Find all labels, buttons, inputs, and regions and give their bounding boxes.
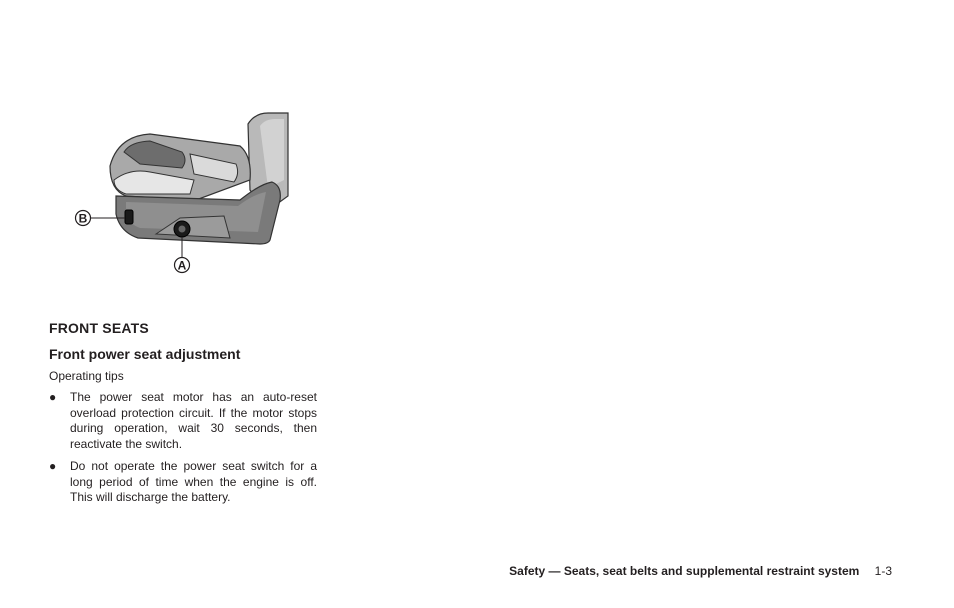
operating-tips-list <box>49 390 317 512</box>
bullet-icon: ● <box>49 390 57 404</box>
section-title: FRONT SEATS <box>49 320 149 336</box>
page-number: 1-3 <box>874 564 892 578</box>
bullet-text: The power seat motor has an auto-reset overload protection circuit. If the motor stops during operation, wait 30 seconds, then reactivate the switch. <box>70 390 317 452</box>
list-item <box>49 390 317 453</box>
list-item <box>49 459 317 506</box>
subsection-title: Front power seat adjustment <box>49 346 241 362</box>
power-seat-illustration <box>70 110 292 278</box>
bullet-icon: ● <box>49 458 57 473</box>
seat-drawing <box>70 110 292 278</box>
switch-b <box>125 210 133 224</box>
intro-text: Operating tips <box>49 369 124 383</box>
callout-b-label: B <box>78 211 88 226</box>
bullet-text: Do not operate the power seat switch for a long period of time when the engine is off. This will discharge the battery. <box>70 458 317 505</box>
callout-a-label: A <box>177 258 187 273</box>
footer-title: Safety — Seats, seat belts and supplemental restraint system <box>509 564 860 578</box>
page-footer <box>509 564 892 578</box>
